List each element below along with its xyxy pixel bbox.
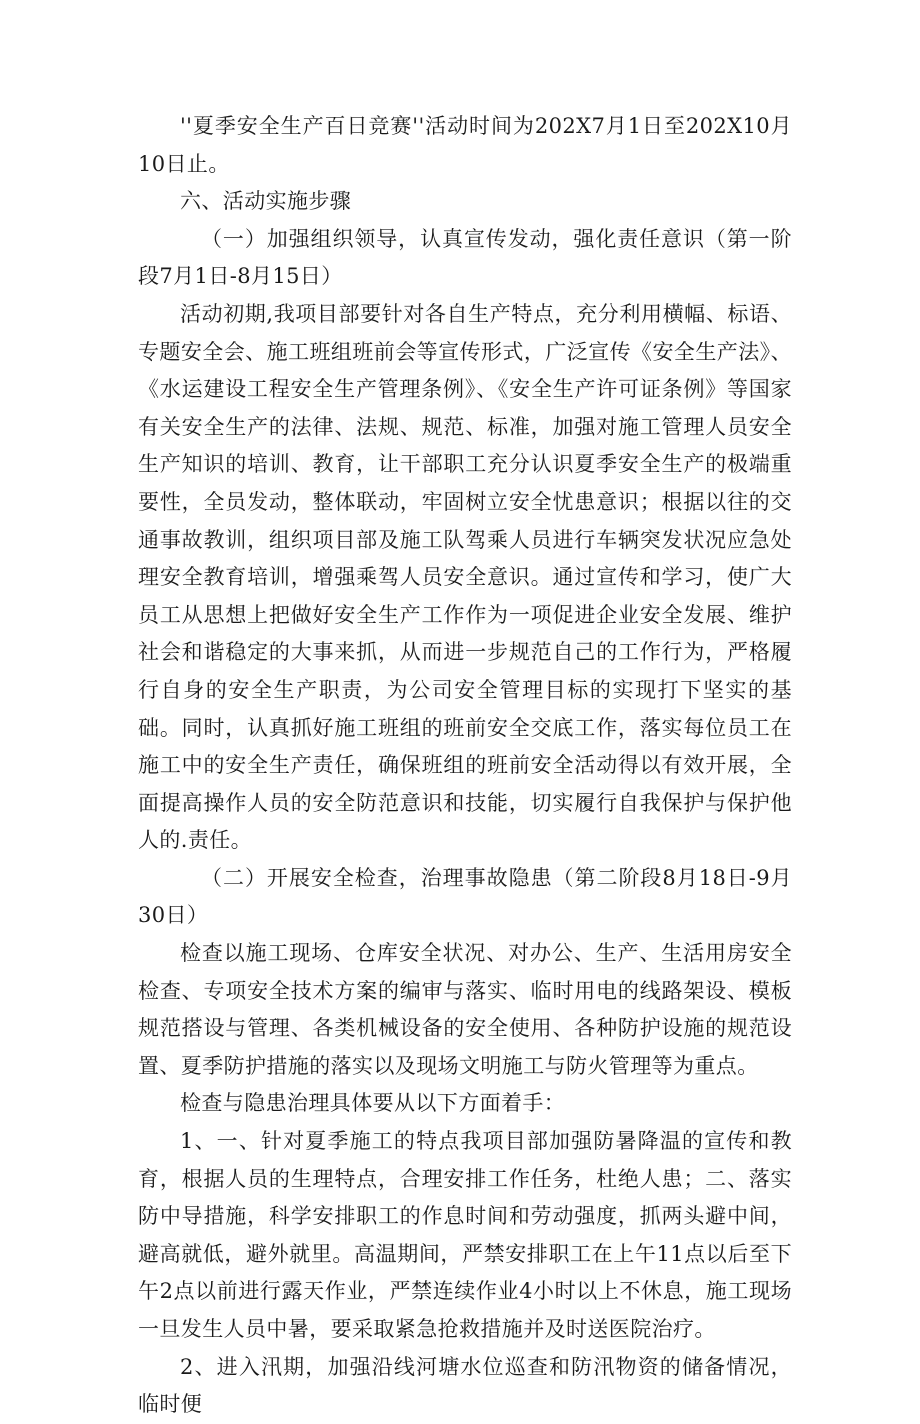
subsection-heading-phase-1: （一）加强组织领导，认真宣传发动，强化责任意识（第一阶段7月1日-8月15日） bbox=[138, 226, 792, 289]
subsection-heading-phase-2: （二）开展安全检查，治理事故隐患（第二阶段8月18日-9月30日） bbox=[138, 865, 792, 928]
paragraph-inspection-scope: 检查以施工现场、仓库安全状况、对办公、生产、生活用房安全检查、专项安全技术方案的编审与落实、临时用电的线路架设、模板规范搭设与管理、各类机械设备的安全使用、各种防护设施的规范设置、夏季防护措施的落实以及现场文明施工与防火管理等为重点。 bbox=[138, 941, 792, 1078]
section-heading-steps: 六、活动实施步骤 bbox=[180, 189, 352, 214]
paragraph-activity-period: ''夏季安全生产百日竞赛''活动时间为202X7月1日至202X10月10日止。 bbox=[138, 114, 792, 176]
paragraph-phase-1-body: 活动初期,我项目部要针对各自生产特点，充分利用横幅、标语、专题安全会、施工班组班前会等宣传形式，广泛宣传《安全生产法》、《水运建设工程安全生产管理条例》、《安全生产许可证条例》等国家有关安全生产的法律、法规、规范、标准，加强对施工管理人员安全生产知识的培训、教育，让干部职工充分认识夏季安全生产的极端重要性，全员发动，整体联动，牢固树立安全忧患意识；根据以往的交通事故教训，组织项目部及施工队驾乘人员进行车辆突发状况应急处理安全教育培训，增强乘驾人员安全意识。通过宣传和学习，使广大员工从思想上把做好安全生产工作作为一项促进企业安全发展、维护社会和谐稳定的大事来抓，从而进一步规范自己的工作行为，严格履行自身的安全生产职责，为公司安全管理目标的实现打下坚实的基础。同时，认真抓好施工班组的班前安全交底工作，落实每位员工在施工中的安全生产责任，确保班组的班前安全活动得以有效开展，全面提高操作人员的安全防范意识和技能，切实履行自我保护与保护他人的.责任。 bbox=[138, 301, 792, 853]
list-item-1: 1、一、针对夏季施工的特点我项目部加强防暑降温的宣传和教育，根据人员的生理特点，合理安排工作任务，杜绝人患；二、落实防中导措施，科学安排职工的作息时间和劳动强度，抓两头避中间，避高就低，避外就里。高温期间，严禁安排职工在上午11点以后至下午2点以前进行露天作业，严禁连续作业4小时以上不休息，施工现场一旦发生人员中暑，要采取紧急抢救措施并及时送医院治疗。 bbox=[138, 1129, 792, 1341]
paragraph-inspection-intro: 检查与隐患治理具体要从以下方面着手： bbox=[180, 1091, 566, 1116]
list-item-2: 2、进入汛期，加强沿线河塘水位巡查和防汛物资的储备情况，临时便 bbox=[138, 1354, 792, 1417]
